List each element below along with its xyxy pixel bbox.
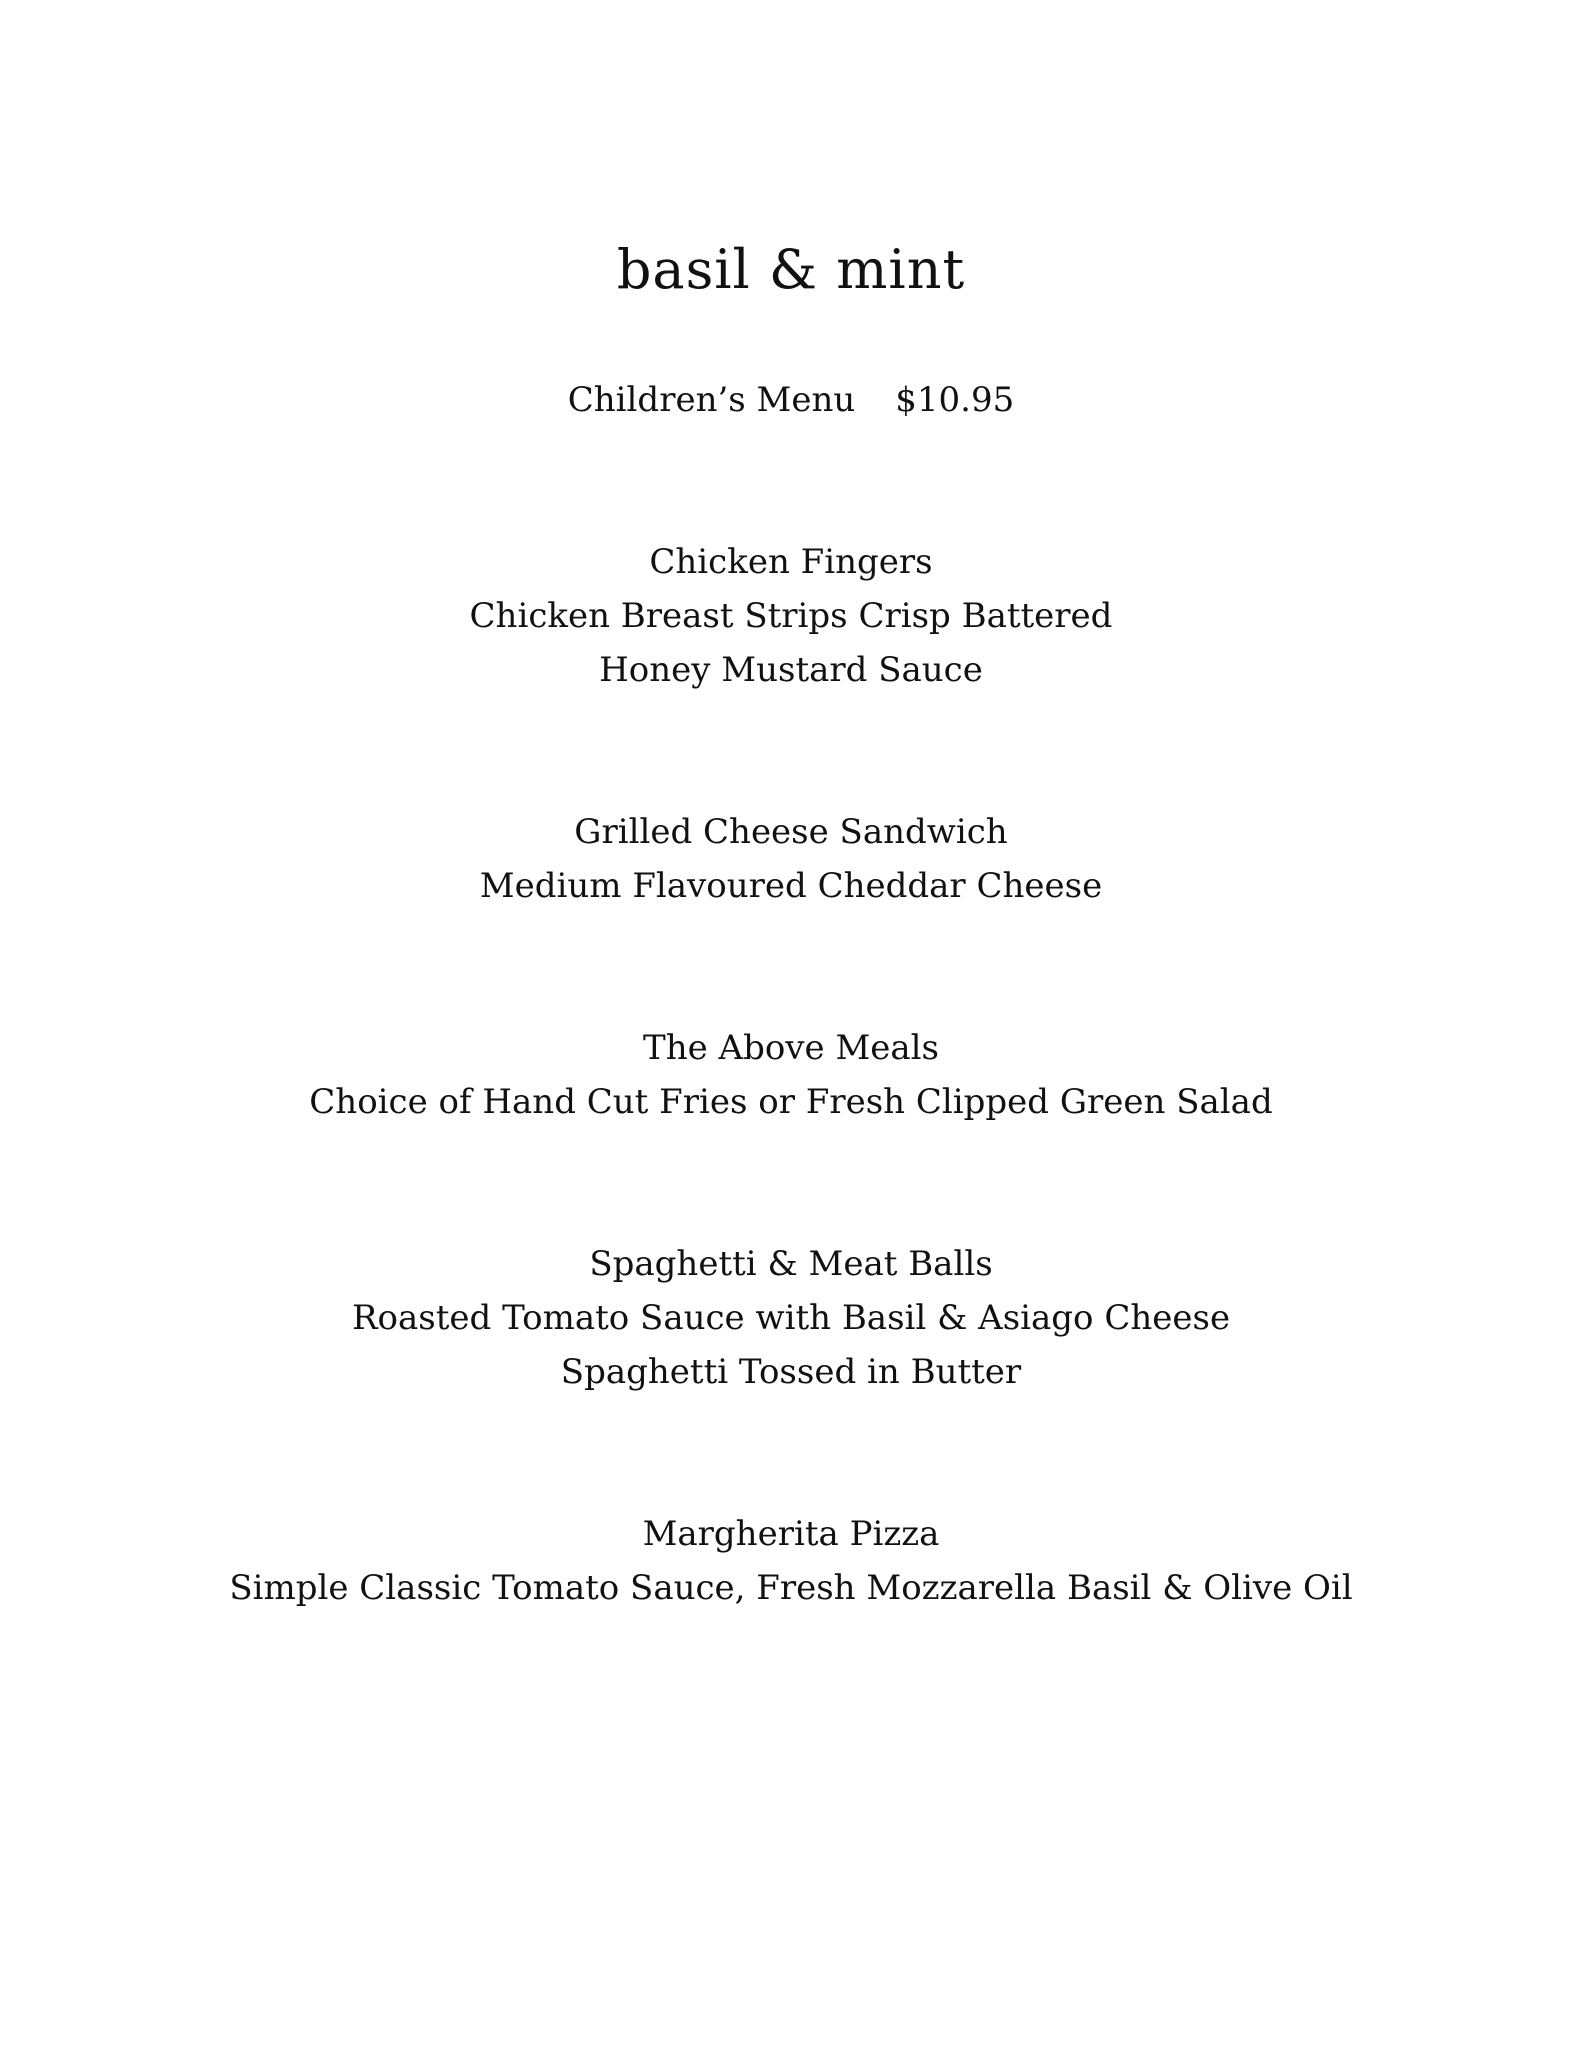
menu-item-description: Roasted Tomato Sauce with Basil & Asiago Cheese xyxy=(351,1298,1231,1338)
menu-item-description: Medium Flavoured Cheddar Cheese xyxy=(479,866,1103,906)
menu-item-name: Grilled Cheese Sandwich xyxy=(574,812,1008,852)
menu-heading xyxy=(0,376,1582,424)
menu-item-spaghetti xyxy=(0,1237,1582,1399)
menu-item-grilled-cheese xyxy=(0,805,1582,913)
menu-item-description: Choice of Hand Cut Fries or Fresh Clipped Green Salad xyxy=(309,1082,1273,1122)
menu-item-description: Honey Mustard Sauce xyxy=(599,650,983,690)
menu-item-name: Margherita Pizza xyxy=(642,1514,940,1554)
menu-item-above-meals xyxy=(0,1021,1582,1129)
menu-item-chicken-fingers xyxy=(0,535,1582,697)
menu-item-description: Spaghetti Tossed in Butter xyxy=(560,1352,1022,1392)
menu-item-name: The Above Meals xyxy=(643,1028,939,1068)
menu-price: $10.95 xyxy=(895,380,1015,420)
menu-item-description: Simple Classic Tomato Sauce, Fresh Mozzarella Basil & Olive Oil xyxy=(229,1568,1353,1608)
menu-item-margherita-pizza xyxy=(0,1507,1582,1615)
menu-item-description: Chicken Breast Strips Crisp Battered xyxy=(469,596,1113,636)
menu-item-name: Spaghetti & Meat Balls xyxy=(589,1244,993,1284)
menu-item-name: Chicken Fingers xyxy=(649,542,933,582)
restaurant-name: basil & mint xyxy=(616,238,966,301)
menu-title: Children’s Menu xyxy=(567,380,856,420)
